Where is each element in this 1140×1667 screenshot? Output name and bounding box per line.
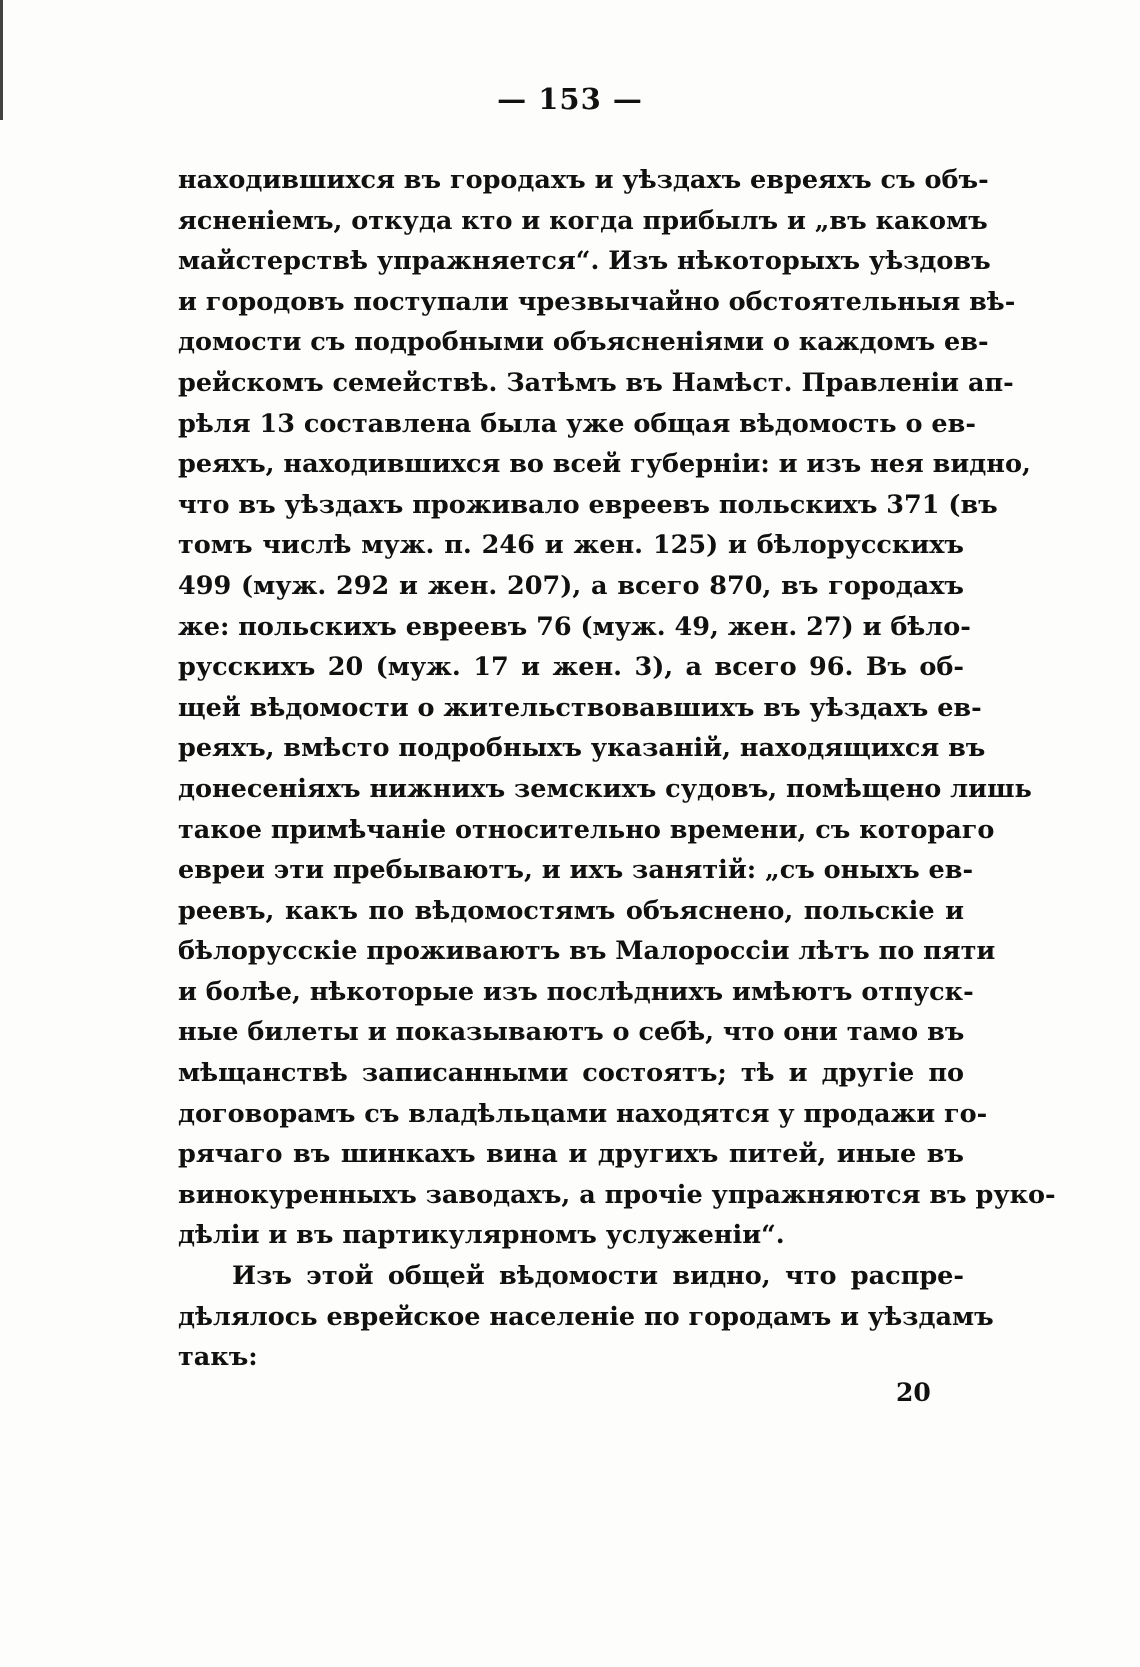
text-line: дѣлялось еврейское населеніе по городамъ и уѣздамъ (178, 1301, 994, 1332)
text-line: евреи эти пребываютъ, и ихъ занятій: „съ оныхъ ев- (178, 855, 974, 886)
signature-mark: 20 (896, 1378, 931, 1407)
text-line: такое примѣчаніе относительно времени, съ котораго (178, 814, 995, 845)
body-text (178, 160, 1056, 1378)
text-line: же: польскихъ евреевъ 76 (муж. 49, жен. 27) и бѣло- (178, 611, 971, 642)
paragraph-1 (178, 160, 1056, 1256)
text-line: мѣщанствѣ записанными состоятъ; тѣ и другіе по (178, 1058, 964, 1089)
text-line: винокуренныхъ заводахъ, а прочіе упражняются въ руко- (178, 1179, 1056, 1210)
text-line: находившихся въ городахъ и уѣздахъ евреяхъ съ объ- (178, 165, 989, 195)
text-line: русскихъ 20 (муж. 17 и жен. 3), а всего 96. Въ об- (178, 652, 964, 683)
text-line: дѣліи и въ партикулярномъ услуженіи“. (178, 1220, 785, 1251)
text-line: такъ: (178, 1342, 258, 1373)
text-line: рейскомъ семействѣ. Затѣмъ въ Намѣст. Правленіи ап- (178, 367, 1014, 398)
text-line: что въ уѣздахъ проживало евреевъ польскихъ 371 (въ (178, 489, 998, 520)
text-line: договорамъ съ владѣльцами находятся у продажи го- (178, 1098, 988, 1129)
text-line: и болѣе, нѣкоторые изъ послѣднихъ имѣютъ отпуск- (178, 976, 974, 1007)
text-line: реяхъ, находившихся во всей губерніи: и изъ нея видно, (178, 449, 1031, 480)
text-line: донесеніяхъ нижнихъ земскихъ судовъ, помѣщено лишь (178, 773, 1032, 804)
text-line: домости съ подробными объясненіями о каждомъ ев- (178, 327, 989, 358)
text-line: реевъ, какъ по вѣдомостямъ объяснено, польскіе и (178, 895, 964, 926)
text-line: бѣлорусскіе проживаютъ въ Малороссіи лѣтъ по пяти (178, 936, 996, 967)
text-line: томъ числѣ муж. п. 246 и жен. 125) и бѣлорусскихъ (178, 530, 964, 561)
text-line: майстерствѣ упражняется“. Изъ нѣкоторыхъ уѣздовъ (178, 246, 991, 277)
text-line: реяхъ, вмѣсто подробныхъ указаній, находящихся въ (178, 733, 986, 764)
text-line: ясненіемъ, откуда кто и когда прибылъ и „въ какомъ (178, 205, 988, 236)
text-line: и городовъ поступали чрезвычайно обстоятельныя вѣ- (178, 286, 1016, 317)
text-line: 499 (муж. 292 и жен. 207), а всего 870, въ городахъ (178, 570, 964, 601)
text-line: щей вѣдомости о жительствовавшихъ въ уѣздахъ ев- (178, 692, 982, 723)
text-line: ные билеты и показываютъ о себѣ, что они тамо въ (178, 1017, 965, 1048)
text-line: Изъ этой общей вѣдомости видно, что распре- (232, 1261, 964, 1292)
paragraph-2 (178, 1256, 994, 1378)
text-line: рячаго въ шинкахъ вина и другихъ питей, иные въ (178, 1139, 964, 1170)
text-line: рѣля 13 составлена была уже общая вѣдомость о ев- (178, 408, 976, 439)
page-number: — 153 — (497, 82, 643, 116)
